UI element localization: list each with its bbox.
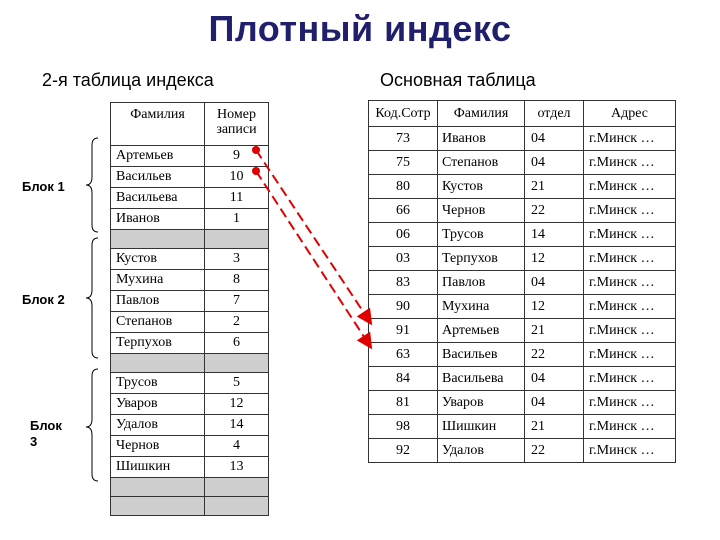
index-cell: 4 — [205, 436, 269, 457]
main-cell: г.Минск … — [584, 439, 676, 463]
main-cell: 22 — [525, 343, 584, 367]
arrow-record-10 — [256, 171, 370, 346]
main-cell: 66 — [369, 199, 438, 223]
index-cell: 11 — [205, 188, 269, 209]
index-cell: 10 — [205, 167, 269, 188]
main-cell: 04 — [525, 127, 584, 151]
main-cell: г.Минск … — [584, 391, 676, 415]
main-cell: 04 — [525, 367, 584, 391]
main-cell: 04 — [525, 151, 584, 175]
main-cell: Павлов — [438, 271, 525, 295]
block-2-label: Блок 2 — [22, 292, 65, 307]
main-cell: г.Минск … — [584, 127, 676, 151]
main-header-department: отдел — [525, 101, 584, 127]
index-cell: Васильева — [111, 188, 205, 209]
main-cell: 04 — [525, 391, 584, 415]
main-cell: г.Минск … — [584, 175, 676, 199]
main-cell: 84 — [369, 367, 438, 391]
main-cell: Трусов — [438, 223, 525, 247]
main-cell: 98 — [369, 415, 438, 439]
main-cell: г.Минск … — [584, 367, 676, 391]
index-cell: Степанов — [111, 312, 205, 333]
main-cell: г.Минск … — [584, 271, 676, 295]
main-cell: 92 — [369, 439, 438, 463]
arrow-record-9 — [256, 150, 370, 322]
main-cell: 14 — [525, 223, 584, 247]
main-cell: Чернов — [438, 199, 525, 223]
index-cell: 2 — [205, 312, 269, 333]
main-cell: 12 — [525, 295, 584, 319]
main-cell: г.Минск … — [584, 223, 676, 247]
block-1-label: Блок 1 — [22, 179, 65, 194]
main-cell: 63 — [369, 343, 438, 367]
main-cell: Кустов — [438, 175, 525, 199]
main-cell: Уваров — [438, 391, 525, 415]
main-cell: 22 — [525, 439, 584, 463]
index-cell: Кустов — [111, 249, 205, 270]
index-cell: 8 — [205, 270, 269, 291]
main-cell: 91 — [369, 319, 438, 343]
index-cell: 5 — [205, 373, 269, 394]
main-cell: 75 — [369, 151, 438, 175]
index-cell: 9 — [205, 146, 269, 167]
main-header-code: Код.Сотр — [369, 101, 438, 127]
main-cell: 81 — [369, 391, 438, 415]
main-cell: Удалов — [438, 439, 525, 463]
index-cell: Мухина — [111, 270, 205, 291]
index-cell: 6 — [205, 333, 269, 354]
main-cell: 22 — [525, 199, 584, 223]
index-cell: 12 — [205, 394, 269, 415]
main-cell: 73 — [369, 127, 438, 151]
index-cell: Удалов — [111, 415, 205, 436]
main-table-subtitle: Основная таблица — [380, 70, 536, 90]
main-cell: 83 — [369, 271, 438, 295]
main-cell: 21 — [525, 175, 584, 199]
index-cell: Иванов — [111, 209, 205, 230]
main-cell: г.Минск … — [584, 151, 676, 175]
main-cell: г.Минск … — [584, 295, 676, 319]
index-cell: Павлов — [111, 291, 205, 312]
main-cell: Васильева — [438, 367, 525, 391]
main-cell: 21 — [525, 319, 584, 343]
main-cell: 04 — [525, 271, 584, 295]
page-title: Плотный индекс — [208, 8, 512, 49]
block-3-label: Блок 3 — [30, 418, 62, 449]
index-cell: 3 — [205, 249, 269, 270]
index-cell: 1 — [205, 209, 269, 230]
index-cell: Шишкин — [111, 457, 205, 478]
main-cell: г.Минск … — [584, 343, 676, 367]
main-cell: 06 — [369, 223, 438, 247]
index-cell: 13 — [205, 457, 269, 478]
main-cell: г.Минск … — [584, 415, 676, 439]
main-cell: Мухина — [438, 295, 525, 319]
index-cell: Уваров — [111, 394, 205, 415]
main-cell: Васильев — [438, 343, 525, 367]
main-cell: Иванов — [438, 127, 525, 151]
main-cell: г.Минск … — [584, 199, 676, 223]
main-cell: Степанов — [438, 151, 525, 175]
index-cell: Чернов — [111, 436, 205, 457]
main-cell: Терпухов — [438, 247, 525, 271]
main-cell: Артемьев — [438, 319, 525, 343]
index-header-surname: Фамилия — [111, 103, 205, 146]
index-cell: 14 — [205, 415, 269, 436]
main-header-surname: Фамилия — [438, 101, 525, 127]
main-cell: 03 — [369, 247, 438, 271]
main-cell: 12 — [525, 247, 584, 271]
main-cell: 90 — [369, 295, 438, 319]
main-cell: г.Минск … — [584, 319, 676, 343]
main-cell: 21 — [525, 415, 584, 439]
index-cell: Трусов — [111, 373, 205, 394]
index-cell: 7 — [205, 291, 269, 312]
main-header-address: Адрес — [584, 101, 676, 127]
main-cell: 80 — [369, 175, 438, 199]
index-header-record-number: Номер записи — [205, 103, 269, 146]
main-cell: Шишкин — [438, 415, 525, 439]
index-table-subtitle: 2-я таблица индекса — [42, 70, 214, 90]
index-cell: Васильев — [111, 167, 205, 188]
index-cell: Терпухов — [111, 333, 205, 354]
index-cell: Артемьев — [111, 146, 205, 167]
main-cell: г.Минск … — [584, 247, 676, 271]
